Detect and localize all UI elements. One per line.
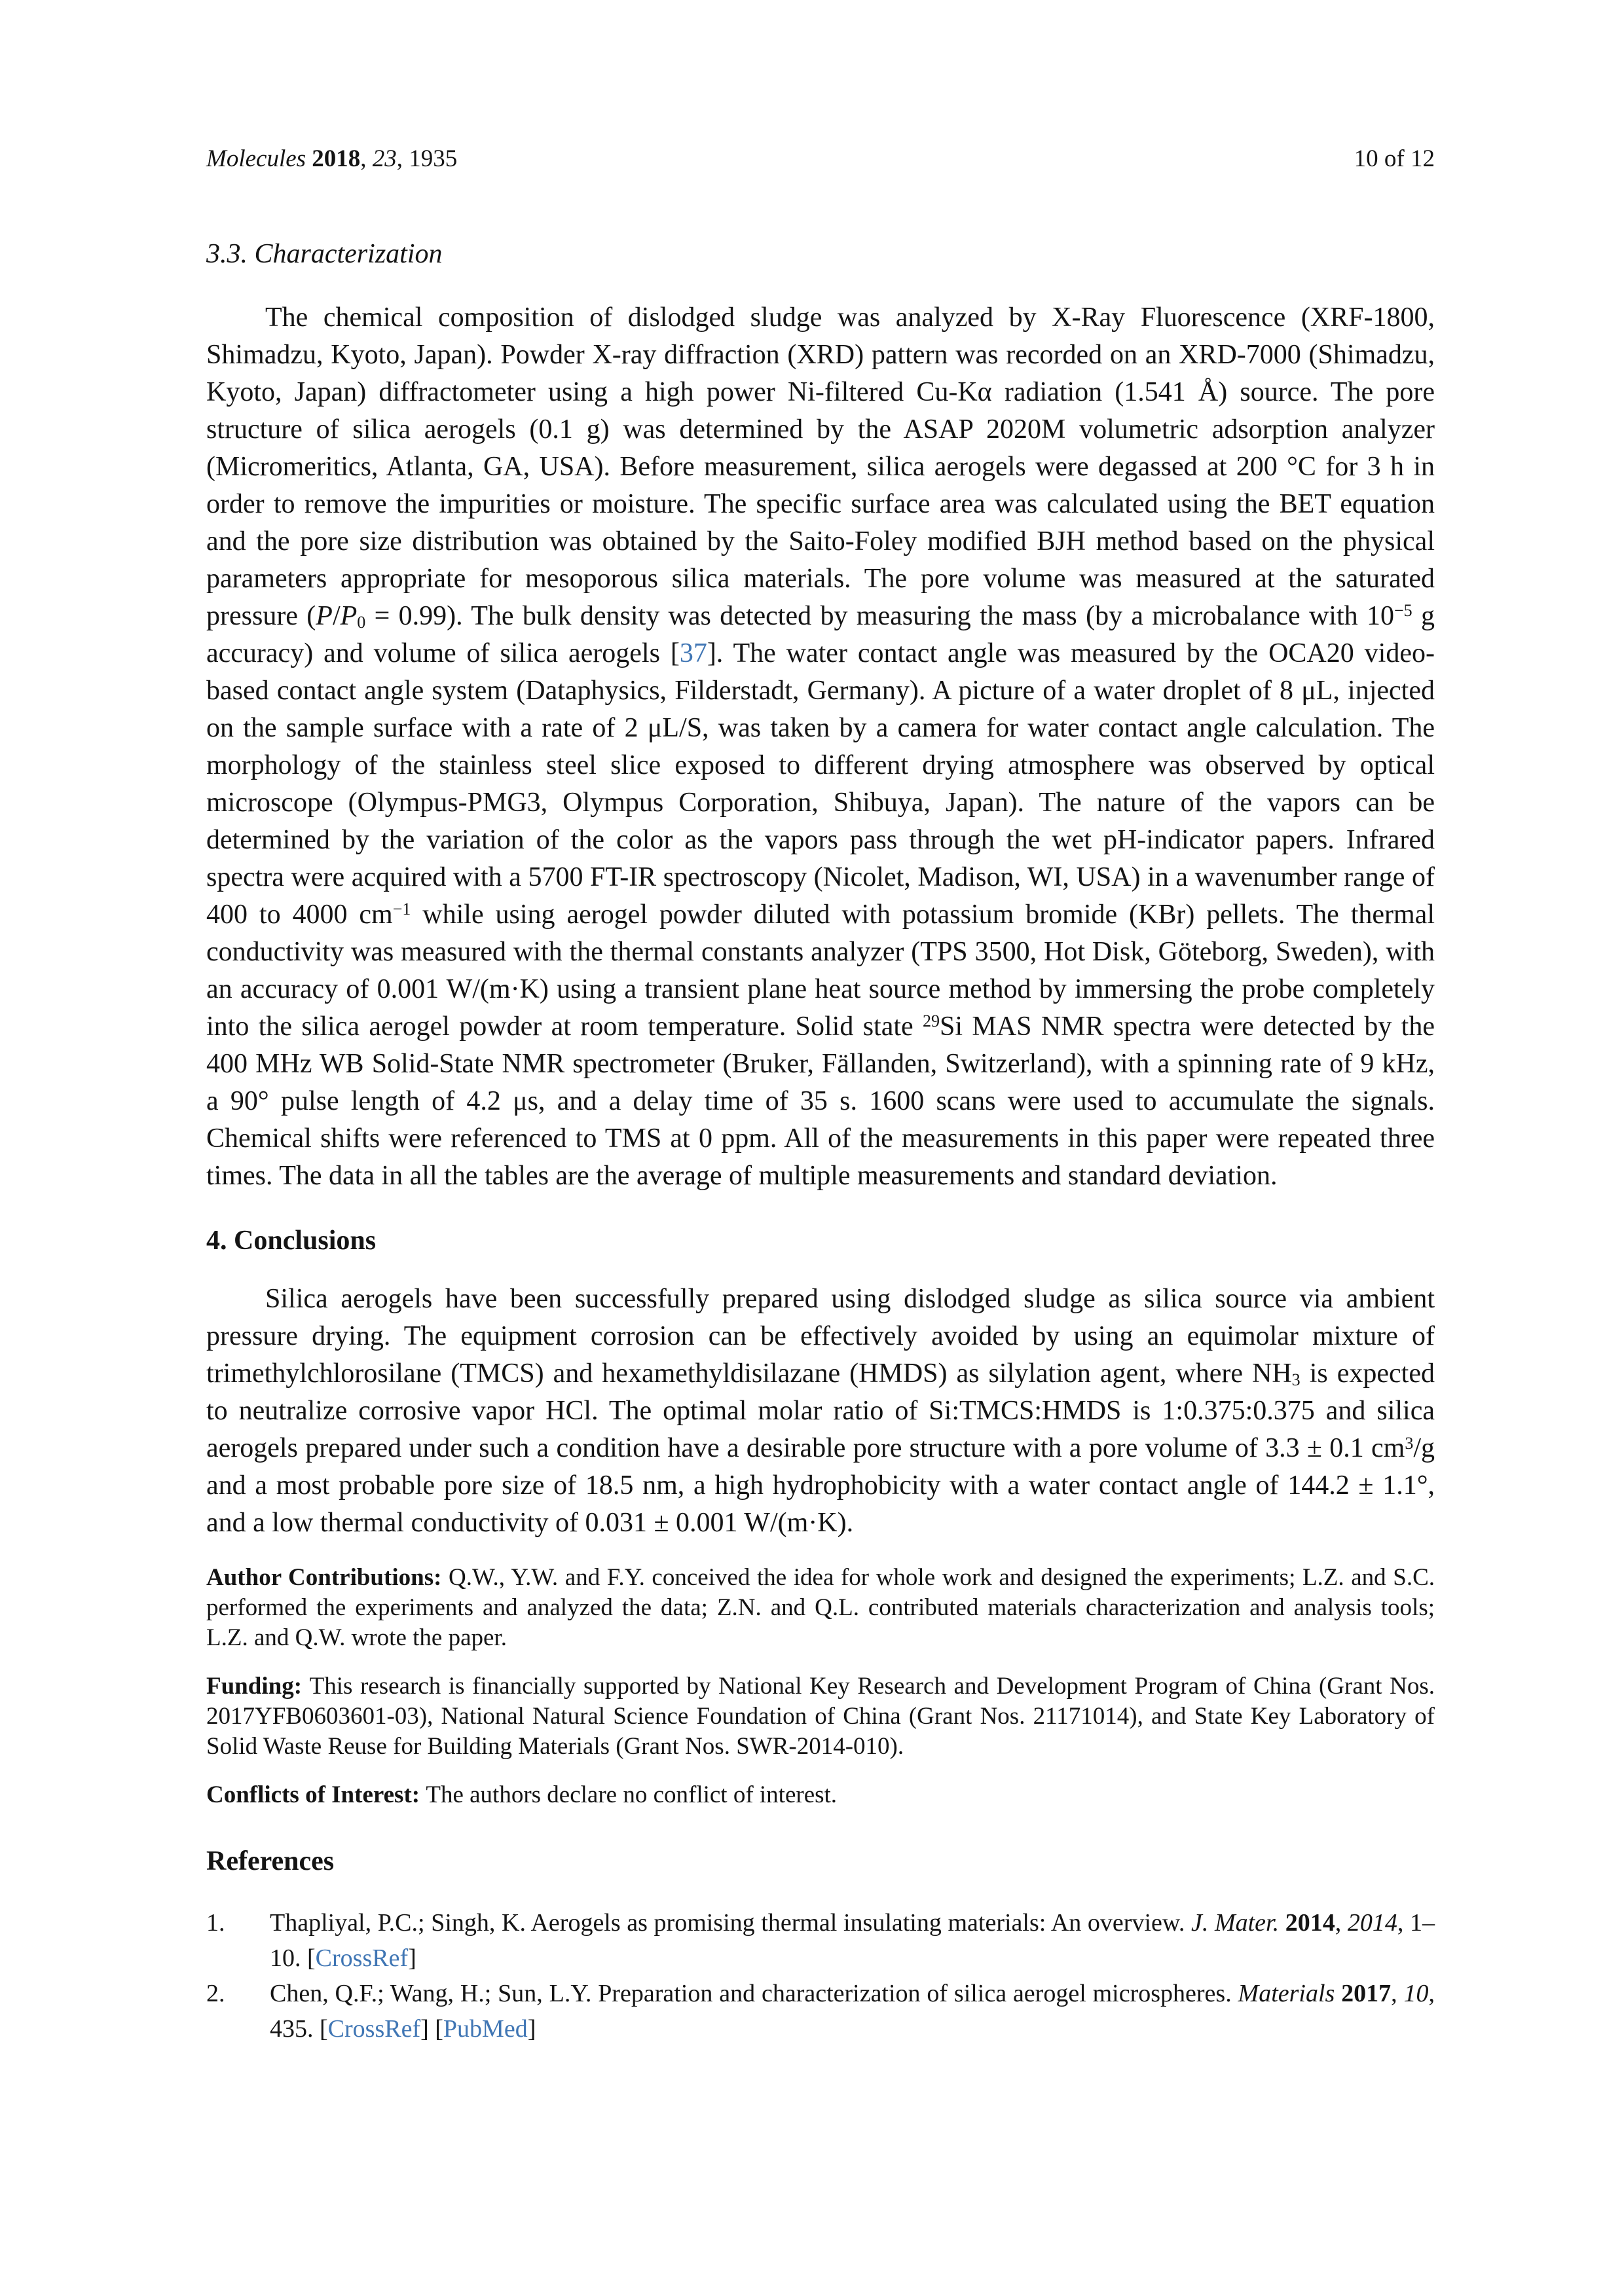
methods-paragraph: [206, 299, 1435, 1195]
reference-text: [270, 1905, 1435, 1976]
text-run: −5: [1393, 601, 1412, 621]
reference-item: [206, 1976, 1435, 2047]
text-run: ]: [527, 2014, 536, 2043]
text-run: Thapliyal, P.C.; Singh, K. Aerogels as promising thermal insulating materials: An overview.: [270, 1908, 1191, 1937]
text-run: /g and a most probable pore size of 18.5 nm, a high hydrophobicity with a water contact angle of 144.2 ± 1.1°, and a low thermal conductivity of 0.031 ± 0.001 W/(m·K).: [206, 1433, 1435, 1539]
text-run: P: [316, 600, 333, 631]
text-run: Chen, Q.F.; Wang, H.; Sun, L.Y. Preparation and characterization of silica aerogel microspheres.: [270, 1979, 1238, 2007]
page-number: 10 of 12: [1354, 145, 1435, 172]
reference-number: 1.: [206, 1908, 225, 1937]
citation-37-link[interactable]: 37: [679, 638, 707, 668]
text-run: , 435. [: [270, 1979, 1435, 2043]
text-run: , 1935: [396, 145, 458, 172]
crossref-link[interactable]: CrossRef: [327, 2014, 421, 2043]
section-heading-characterization: 3.3. Characterization: [206, 239, 443, 270]
text-run: g accuracy) and volume of silica aerogels [: [206, 600, 1435, 668]
conflicts-text: The authors declare no conflict of interest.: [426, 1781, 838, 1809]
page-content: [206, 0, 1435, 2047]
running-header: [206, 144, 1435, 174]
references-heading: References: [206, 1846, 335, 1877]
text-run: −1: [392, 900, 411, 919]
text-run: Materials: [1238, 1979, 1342, 2007]
text-run: Molecules: [206, 145, 312, 172]
reference-item: [206, 1905, 1435, 1976]
text-run: is expected to neutralize corrosive vapor HCl. The optimal molar ratio of Si:TMCS:HMDS is 1:0.375:0.375 and silica aerogels prepared under such a condition have a desirable pore structure with a pore volume of 3.3 ± 0.1 cm: [206, 1358, 1435, 1464]
funding-statement: [206, 1671, 1435, 1762]
text-run: 3: [1291, 1370, 1301, 1390]
text-run: Si MAS NMR spectra were detected by the 400 MHz WB Solid-State NMR spectrometer (Bruker, Fällanden, Switzerland), with a spinning rate of 9 kHz, a 90° pulse length of 4.2 μs, and a delay time of 35 s. 1600 scans were used to accumulate the signals. Chemical shifts were referenced to TMS at 0 ppm. All of the measurements in this paper were repeated three times. The data in all the tables are the average of multiple measurements and standard deviation.: [206, 1011, 1435, 1191]
text-run: ,: [1391, 1979, 1404, 2007]
conflicts-of-interest: [206, 1780, 1435, 1810]
text-run: 2018: [312, 145, 361, 172]
text-run: ,: [1335, 1908, 1348, 1937]
reference-number: 2.: [206, 1979, 225, 2007]
text-run: 10: [1403, 1979, 1429, 2007]
text-run: ]: [408, 1944, 416, 1972]
pubmed-link[interactable]: PubMed: [443, 2014, 528, 2043]
text-run: 23: [372, 145, 397, 172]
section-heading-conclusions: 4. Conclusions: [206, 1225, 377, 1256]
crossref-link[interactable]: CrossRef: [315, 1944, 409, 1972]
text-run: ] [: [420, 2014, 443, 2043]
conflicts-label: Conflicts of Interest:: [206, 1781, 426, 1809]
text-run: 2014: [1285, 1908, 1335, 1937]
text-run: 3: [1405, 1433, 1414, 1453]
author-contributions-text: Q.W., Y.W. and F.Y. conceived the idea for whole work and designed the experiments; L.Z. and S.C. performed the experiments and analyzed the data; Z.N. and Q.L. contributed materials characterization and analysis tools; L.Z. and Q.W. wrote the paper.: [206, 1564, 1435, 1652]
funding-text: This research is financially supported by National Key Research and Development Program of China (Grant Nos. 2017YFB0603601-03), National Natural Science Foundation of China (Grant Nos. 21171014), and State Key Laboratory of Solid Waste Reuse for Building Materials (Grant Nos. SWR-2014-010).: [206, 1673, 1435, 1760]
text-run: The chemical composition of dislodged sludge was analyzed by X-Ray Fluorescence (XRF-1800, Shimadzu, Kyoto, Japan). Powder X-ray diffraction (XRD) pattern was recorded on an XRD-7000 (Shimadzu, Kyoto, Japan) diffractometer using a high power Ni-filtered Cu-Kα radiation (1.541 Å) source. The pore structure of silica aerogels (0.1 g) was determined by the ASAP 2020M volumetric adsorption analyzer (Micromeritics, Atlanta, GA, USA). Before measurement, silica aerogels were degassed at 200 °C for 3 h in order to remove the impurities or moisture. The specific surface area was calculated using the BET equation and the pore size distribution was obtained by the Saito-Foley modified BJH method based on the physical parameters appropriate for mesoporous silica materials. The pore volume was measured at the saturated pressure (: [206, 302, 1435, 631]
reference-text: [270, 1976, 1435, 2047]
text-run: ,: [360, 145, 373, 172]
author-contributions-label: Author Contributions:: [206, 1564, 449, 1592]
text-run: , 1–10. [: [270, 1908, 1435, 1972]
text-run: 2014: [1347, 1908, 1397, 1937]
text-run: Silica aerogels have been successfully prepared using dislodged sludge as silica source via ambient pressure drying. The equipment corrosion can be effectively avoided by using an equimolar mixture of trimethylchlorosilane (TMCS) and hexamethyldisilazane (HMDS) as silylation agent, where NH: [206, 1284, 1435, 1389]
conclusions-paragraph: [206, 1281, 1435, 1542]
text-run: while using aerogel powder diluted with potassium bromide (KBr) pellets. The thermal conductivity was measured with the thermal constants analyzer (TPS 3500, Hot Disk, Göteborg, Sweden), with an accuracy of 0.001 W/(m·K) using a transient plane heat source method by immersing the probe completely into the silica aerogel powder at room temperature. Solid state: [206, 899, 1435, 1042]
reference-list: [206, 1905, 1435, 2047]
text-run: 29: [923, 1011, 940, 1031]
text-run: 2017: [1341, 1979, 1392, 2007]
text-run: 0: [357, 612, 366, 632]
text-run: = 0.99). The bulk density was detected by measuring the mass (by a microbalance with 10: [365, 600, 1394, 631]
text-run: ]. The water contact angle was measured by the OCA20 video-based contact angle system (Dataphysics, Filderstadt, Germany). A picture of a water droplet of 8 μL, injected on the sample surface with a rate of 2 μL/S, was taken by a camera for water contact angle calculation. The morphology of the stainless steel slice exposed to different drying atmosphere was observed by optical microscope (Olympus-PMG3, Olympus Corporation, Shibuya, Japan). The nature of the vapors can be determined by the variation of the color as the vapors pass through the wet pH-indicator papers. Infrared spectra were acquired with a 5700 FT-IR spectroscopy (Nicolet, Madison, WI, USA) in a wavenumber range of 400 to 4000 cm: [206, 638, 1435, 930]
text-run: /: [332, 600, 341, 631]
author-contributions: [206, 1563, 1435, 1653]
text-run: J. Mater.: [1190, 1908, 1285, 1937]
journal-citation: [206, 144, 457, 174]
funding-label: Funding:: [206, 1673, 310, 1700]
text-run: P: [340, 600, 358, 631]
